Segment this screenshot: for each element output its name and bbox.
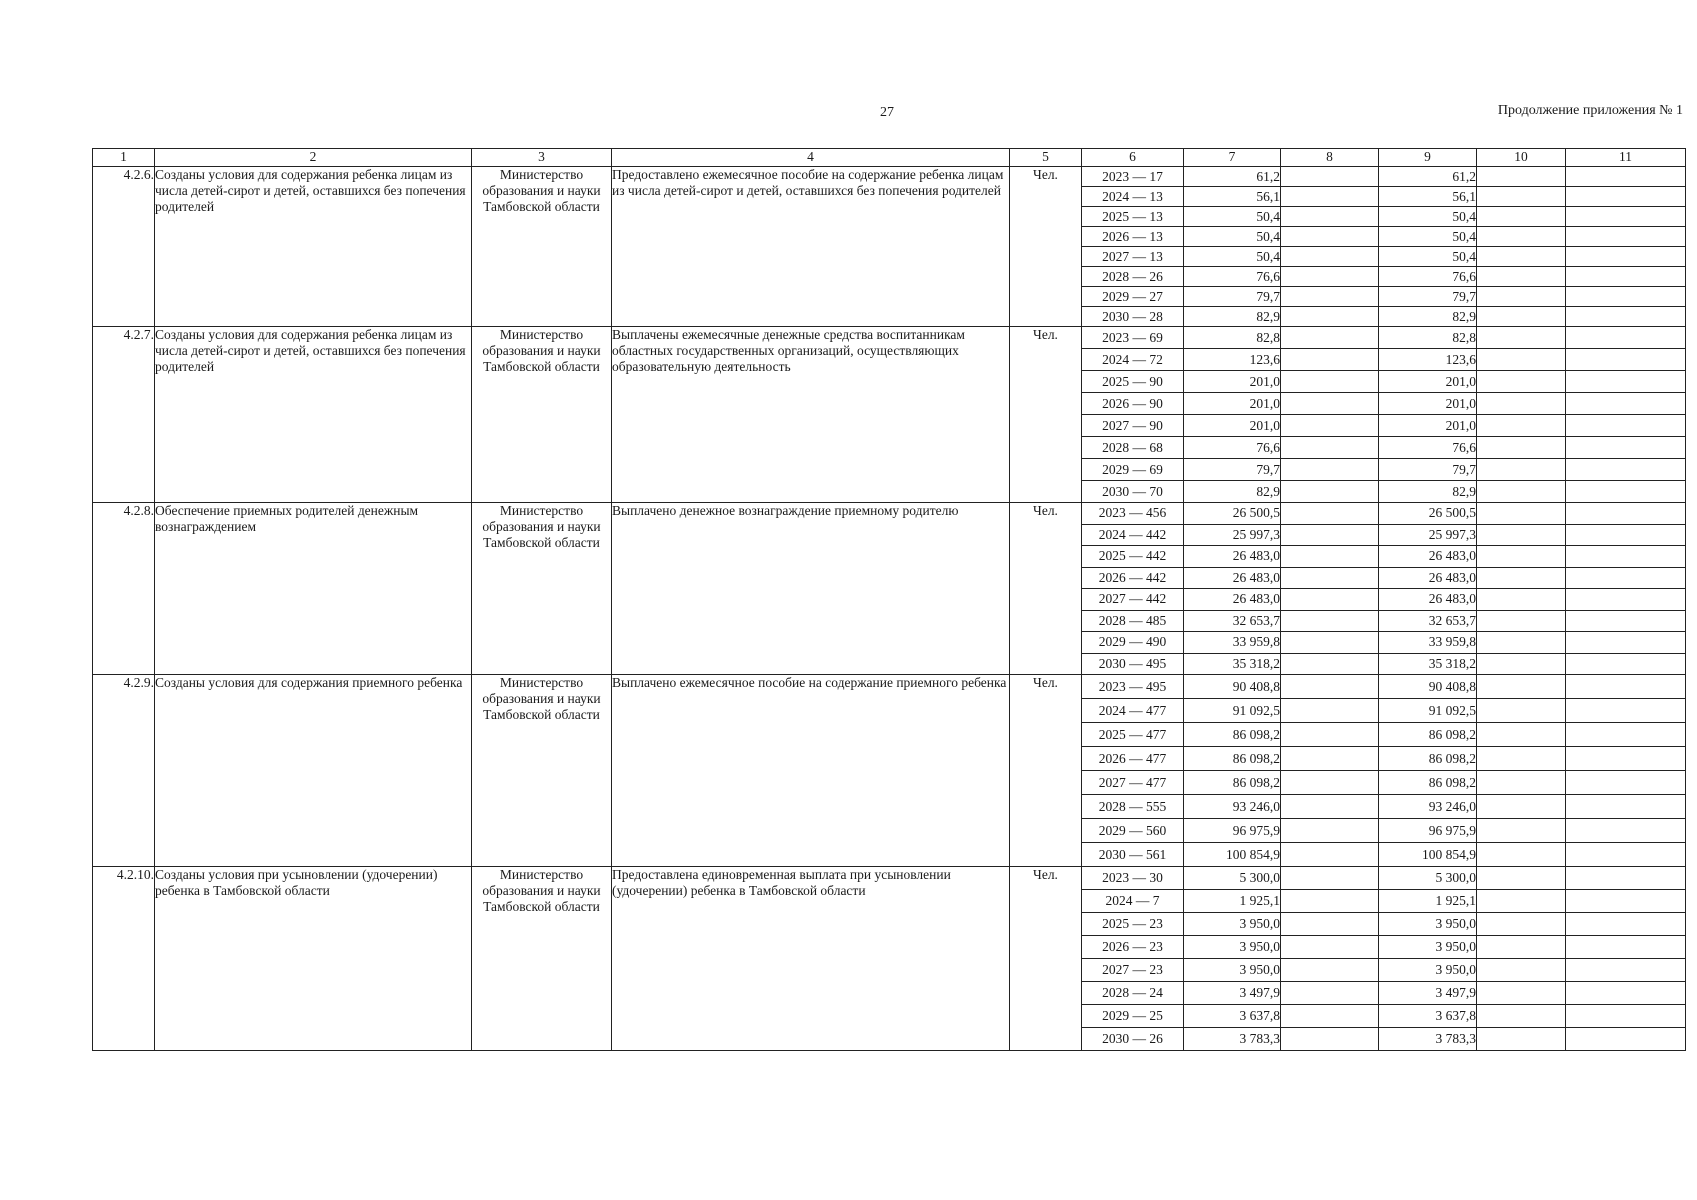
column-9-value: 50,4: [1379, 227, 1477, 247]
column-8-cell: [1281, 393, 1379, 415]
column-11-cell: [1566, 503, 1686, 525]
column-8-cell: [1281, 959, 1379, 982]
column-8-cell: [1281, 524, 1379, 546]
year-value-cell: 2028 — 24: [1082, 982, 1184, 1005]
column-header-11: 11: [1566, 149, 1686, 167]
year-value-cell: 2029 — 490: [1082, 632, 1184, 654]
column-header-10: 10: [1477, 149, 1566, 167]
year-value-cell: 2028 — 26: [1082, 267, 1184, 287]
item-code: 4.2.10.: [93, 867, 155, 1051]
column-8-cell: [1281, 843, 1379, 867]
column-7-value: 3 950,0: [1184, 936, 1281, 959]
column-10-cell: [1477, 1028, 1566, 1051]
column-8-cell: [1281, 1028, 1379, 1051]
column-9-value: 82,8: [1379, 327, 1477, 349]
year-value-cell: 2026 — 23: [1082, 936, 1184, 959]
item-code: 4.2.6.: [93, 167, 155, 327]
item-name: Обеспечение приемных родителей денежным вознаграждением: [155, 503, 472, 675]
year-value-cell: 2027 — 477: [1082, 771, 1184, 795]
column-11-cell: [1566, 723, 1686, 747]
year-value-cell: 2023 — 30: [1082, 867, 1184, 890]
column-9-value: 76,6: [1379, 437, 1477, 459]
column-7-value: 86 098,2: [1184, 747, 1281, 771]
column-11-cell: [1566, 349, 1686, 371]
column-7-value: 26 483,0: [1184, 546, 1281, 568]
year-value-cell: 2025 — 442: [1082, 546, 1184, 568]
year-value-cell: 2026 — 477: [1082, 747, 1184, 771]
column-7-value: 3 497,9: [1184, 982, 1281, 1005]
column-7-value: 3 950,0: [1184, 959, 1281, 982]
column-9-value: 93 246,0: [1379, 795, 1477, 819]
column-8-cell: [1281, 982, 1379, 1005]
column-7-value: 50,4: [1184, 247, 1281, 267]
column-10-cell: [1477, 327, 1566, 349]
column-10-cell: [1477, 481, 1566, 503]
expected-result: Выплачено денежное вознаграждение приемному родителю: [612, 503, 1010, 675]
column-7-value: 1 925,1: [1184, 890, 1281, 913]
year-value-cell: 2030 — 495: [1082, 653, 1184, 675]
column-7-value: 82,9: [1184, 307, 1281, 327]
column-10-cell: [1477, 371, 1566, 393]
year-value-cell: 2027 — 23: [1082, 959, 1184, 982]
year-value-cell: 2025 — 90: [1082, 371, 1184, 393]
column-9-value: 25 997,3: [1379, 524, 1477, 546]
column-11-cell: [1566, 867, 1686, 890]
column-11-cell: [1566, 459, 1686, 481]
column-9-value: 82,9: [1379, 481, 1477, 503]
column-10-cell: [1477, 1005, 1566, 1028]
column-11-cell: [1566, 187, 1686, 207]
column-10-cell: [1477, 610, 1566, 632]
year-value-cell: 2028 — 485: [1082, 610, 1184, 632]
column-7-value: 82,9: [1184, 481, 1281, 503]
column-8-cell: [1281, 287, 1379, 307]
column-8-cell: [1281, 747, 1379, 771]
column-11-cell: [1566, 913, 1686, 936]
year-value-cell: 2029 — 560: [1082, 819, 1184, 843]
column-10-cell: [1477, 349, 1566, 371]
column-10-cell: [1477, 723, 1566, 747]
column-8-cell: [1281, 567, 1379, 589]
year-value-cell: 2027 — 90: [1082, 415, 1184, 437]
measurement-unit: Чел.: [1010, 867, 1082, 1051]
column-header-4: 4: [612, 149, 1010, 167]
column-header-7: 7: [1184, 149, 1281, 167]
column-7-value: 79,7: [1184, 287, 1281, 307]
column-7-value: 82,8: [1184, 327, 1281, 349]
column-9-value: 3 950,0: [1379, 913, 1477, 936]
column-8-cell: [1281, 913, 1379, 936]
column-header-9: 9: [1379, 149, 1477, 167]
year-value-cell: 2024 — 442: [1082, 524, 1184, 546]
column-10-cell: [1477, 503, 1566, 525]
column-8-cell: [1281, 437, 1379, 459]
year-value-cell: 2023 — 456: [1082, 503, 1184, 525]
year-value-cell: 2025 — 23: [1082, 913, 1184, 936]
column-10-cell: [1477, 393, 1566, 415]
column-9-value: 26 483,0: [1379, 589, 1477, 611]
column-8-cell: [1281, 371, 1379, 393]
column-header-6: 6: [1082, 149, 1184, 167]
column-11-cell: [1566, 371, 1686, 393]
table-row: [93, 167, 1686, 187]
column-7-value: 79,7: [1184, 459, 1281, 481]
column-11-cell: [1566, 747, 1686, 771]
column-11-cell: [1566, 959, 1686, 982]
column-11-cell: [1566, 936, 1686, 959]
column-11-cell: [1566, 819, 1686, 843]
column-7-value: 56,1: [1184, 187, 1281, 207]
column-11-cell: [1566, 1028, 1686, 1051]
column-11-cell: [1566, 610, 1686, 632]
column-7-value: 76,6: [1184, 267, 1281, 287]
column-7-value: 201,0: [1184, 371, 1281, 393]
column-10-cell: [1477, 524, 1566, 546]
column-9-value: 61,2: [1379, 167, 1477, 187]
column-10-cell: [1477, 459, 1566, 481]
column-9-value: 3 950,0: [1379, 936, 1477, 959]
column-7-value: 96 975,9: [1184, 819, 1281, 843]
responsible-organization: Министерство образования и науки Тамбовской области: [472, 503, 612, 675]
column-7-value: 33 959,8: [1184, 632, 1281, 654]
year-value-cell: 2030 — 561: [1082, 843, 1184, 867]
column-9-value: 26 483,0: [1379, 567, 1477, 589]
expected-result: Предоставлена единовременная выплата при усыновлении (удочерении) ребенка в Тамбовской области: [612, 867, 1010, 1051]
column-9-value: 201,0: [1379, 393, 1477, 415]
column-7-value: 25 997,3: [1184, 524, 1281, 546]
column-10-cell: [1477, 913, 1566, 936]
column-10-cell: [1477, 936, 1566, 959]
column-7-value: 50,4: [1184, 207, 1281, 227]
column-7-value: 3 950,0: [1184, 913, 1281, 936]
column-9-value: 3 497,9: [1379, 982, 1477, 1005]
column-10-cell: [1477, 267, 1566, 287]
column-8-cell: [1281, 503, 1379, 525]
column-10-cell: [1477, 187, 1566, 207]
column-10-cell: [1477, 227, 1566, 247]
column-8-cell: [1281, 723, 1379, 747]
expected-result: Выплачены ежемесячные денежные средства воспитанникам областных государственных организаций, осуществляющих образовательную деятельность: [612, 327, 1010, 503]
column-10-cell: [1477, 589, 1566, 611]
column-10-cell: [1477, 307, 1566, 327]
column-7-value: 90 408,8: [1184, 675, 1281, 699]
year-value-cell: 2025 — 13: [1082, 207, 1184, 227]
column-8-cell: [1281, 307, 1379, 327]
column-7-value: 32 653,7: [1184, 610, 1281, 632]
column-8-cell: [1281, 771, 1379, 795]
table-body: [93, 167, 1686, 1051]
column-8-cell: [1281, 890, 1379, 913]
column-11-cell: [1566, 524, 1686, 546]
table-header: [93, 149, 1686, 167]
column-9-value: 3 950,0: [1379, 959, 1477, 982]
responsible-organization: Министерство образования и науки Тамбовской области: [472, 327, 612, 503]
column-11-cell: [1566, 247, 1686, 267]
column-10-cell: [1477, 982, 1566, 1005]
column-8-cell: [1281, 610, 1379, 632]
column-11-cell: [1566, 437, 1686, 459]
year-value-cell: 2023 — 495: [1082, 675, 1184, 699]
column-10-cell: [1477, 415, 1566, 437]
column-9-value: 201,0: [1379, 371, 1477, 393]
column-8-cell: [1281, 589, 1379, 611]
column-11-cell: [1566, 207, 1686, 227]
column-10-cell: [1477, 167, 1566, 187]
item-code: 4.2.7.: [93, 327, 155, 503]
column-8-cell: [1281, 819, 1379, 843]
column-8-cell: [1281, 653, 1379, 675]
column-11-cell: [1566, 327, 1686, 349]
column-11-cell: [1566, 167, 1686, 187]
column-8-cell: [1281, 867, 1379, 890]
table-row: [93, 503, 1686, 525]
item-code: 4.2.9.: [93, 675, 155, 867]
appendix-table: [92, 148, 1686, 1051]
column-11-cell: [1566, 589, 1686, 611]
measurement-unit: Чел.: [1010, 503, 1082, 675]
year-value-cell: 2026 — 442: [1082, 567, 1184, 589]
column-11-cell: [1566, 307, 1686, 327]
column-9-value: 35 318,2: [1379, 653, 1477, 675]
column-9-value: 86 098,2: [1379, 723, 1477, 747]
column-11-cell: [1566, 546, 1686, 568]
column-10-cell: [1477, 247, 1566, 267]
column-10-cell: [1477, 890, 1566, 913]
table-row: [93, 327, 1686, 349]
column-7-value: 26 483,0: [1184, 567, 1281, 589]
expected-result: Предоставлено ежемесячное пособие на содержание ребенка лицам из числа детей-сирот и детей, оставшихся без попечения родителей: [612, 167, 1010, 327]
column-9-value: 123,6: [1379, 349, 1477, 371]
column-9-value: 50,4: [1379, 207, 1477, 227]
year-value-cell: 2029 — 27: [1082, 287, 1184, 307]
column-8-cell: [1281, 349, 1379, 371]
column-10-cell: [1477, 546, 1566, 568]
item-name: Созданы условия для содержания приемного ребенка: [155, 675, 472, 867]
year-value-cell: 2030 — 70: [1082, 481, 1184, 503]
item-code: 4.2.8.: [93, 503, 155, 675]
column-7-value: 93 246,0: [1184, 795, 1281, 819]
column-8-cell: [1281, 187, 1379, 207]
column-9-value: 90 408,8: [1379, 675, 1477, 699]
item-name: Созданы условия для содержания ребенка лицам из числа детей-сирот и детей, оставшихся без попечения родителей: [155, 167, 472, 327]
column-9-value: 86 098,2: [1379, 771, 1477, 795]
column-header-5: 5: [1010, 149, 1082, 167]
column-11-cell: [1566, 567, 1686, 589]
expected-result: Выплачено ежемесячное пособие на содержание приемного ребенка: [612, 675, 1010, 867]
column-9-value: 86 098,2: [1379, 747, 1477, 771]
column-8-cell: [1281, 167, 1379, 187]
column-8-cell: [1281, 207, 1379, 227]
column-8-cell: [1281, 459, 1379, 481]
measurement-unit: Чел.: [1010, 327, 1082, 503]
column-11-cell: [1566, 890, 1686, 913]
column-9-value: 100 854,9: [1379, 843, 1477, 867]
item-name: Созданы условия при усыновлении (удочерении) ребенка в Тамбовской области: [155, 867, 472, 1051]
column-9-value: 32 653,7: [1379, 610, 1477, 632]
year-value-cell: 2023 — 17: [1082, 167, 1184, 187]
column-10-cell: [1477, 771, 1566, 795]
column-11-cell: [1566, 227, 1686, 247]
column-10-cell: [1477, 287, 1566, 307]
year-value-cell: 2024 — 72: [1082, 349, 1184, 371]
column-11-cell: [1566, 843, 1686, 867]
year-value-cell: 2024 — 7: [1082, 890, 1184, 913]
column-10-cell: [1477, 207, 1566, 227]
column-8-cell: [1281, 247, 1379, 267]
table-row: [93, 675, 1686, 699]
column-10-cell: [1477, 567, 1566, 589]
column-10-cell: [1477, 819, 1566, 843]
column-10-cell: [1477, 747, 1566, 771]
column-8-cell: [1281, 699, 1379, 723]
column-7-value: 86 098,2: [1184, 771, 1281, 795]
column-7-value: 201,0: [1184, 415, 1281, 437]
column-11-cell: [1566, 481, 1686, 503]
column-10-cell: [1477, 699, 1566, 723]
column-header-1: 1: [93, 149, 155, 167]
column-header-8: 8: [1281, 149, 1379, 167]
column-7-value: 35 318,2: [1184, 653, 1281, 675]
column-7-value: 61,2: [1184, 167, 1281, 187]
year-value-cell: 2024 — 13: [1082, 187, 1184, 207]
column-10-cell: [1477, 843, 1566, 867]
column-8-cell: [1281, 546, 1379, 568]
column-11-cell: [1566, 982, 1686, 1005]
column-9-value: 5 300,0: [1379, 867, 1477, 890]
column-10-cell: [1477, 632, 1566, 654]
responsible-organization: Министерство образования и науки Тамбовской области: [472, 867, 612, 1051]
column-10-cell: [1477, 437, 1566, 459]
responsible-organization: Министерство образования и науки Тамбовской области: [472, 167, 612, 327]
column-10-cell: [1477, 653, 1566, 675]
column-11-cell: [1566, 675, 1686, 699]
year-value-cell: 2027 — 13: [1082, 247, 1184, 267]
column-11-cell: [1566, 267, 1686, 287]
column-9-value: 33 959,8: [1379, 632, 1477, 654]
column-9-value: 3 637,8: [1379, 1005, 1477, 1028]
responsible-organization: Министерство образования и науки Тамбовской области: [472, 675, 612, 867]
column-7-value: 91 092,5: [1184, 699, 1281, 723]
column-10-cell: [1477, 959, 1566, 982]
column-7-value: 3 637,8: [1184, 1005, 1281, 1028]
column-9-value: 56,1: [1379, 187, 1477, 207]
item-name: Созданы условия для содержания ребенка лицам из числа детей-сирот и детей, оставшихся без попечения родителей: [155, 327, 472, 503]
column-11-cell: [1566, 632, 1686, 654]
column-8-cell: [1281, 675, 1379, 699]
column-9-value: 3 783,3: [1379, 1028, 1477, 1051]
column-11-cell: [1566, 287, 1686, 307]
year-value-cell: 2027 — 442: [1082, 589, 1184, 611]
column-7-value: 26 483,0: [1184, 589, 1281, 611]
appendix-continuation-label: Продолжение приложения № 1: [1497, 103, 1683, 118]
column-9-value: 26 483,0: [1379, 546, 1477, 568]
column-7-value: 100 854,9: [1184, 843, 1281, 867]
column-9-value: 1 925,1: [1379, 890, 1477, 913]
column-8-cell: [1281, 481, 1379, 503]
column-7-value: 76,6: [1184, 437, 1281, 459]
column-9-value: 79,7: [1379, 287, 1477, 307]
year-value-cell: 2023 — 69: [1082, 327, 1184, 349]
measurement-unit: Чел.: [1010, 675, 1082, 867]
year-value-cell: 2028 — 555: [1082, 795, 1184, 819]
column-7-value: 26 500,5: [1184, 503, 1281, 525]
column-11-cell: [1566, 653, 1686, 675]
column-9-value: 50,4: [1379, 247, 1477, 267]
column-9-value: 79,7: [1379, 459, 1477, 481]
column-7-value: 50,4: [1184, 227, 1281, 247]
year-value-cell: 2024 — 477: [1082, 699, 1184, 723]
column-8-cell: [1281, 267, 1379, 287]
measurement-unit: Чел.: [1010, 167, 1082, 327]
column-11-cell: [1566, 415, 1686, 437]
column-8-cell: [1281, 227, 1379, 247]
column-8-cell: [1281, 936, 1379, 959]
column-11-cell: [1566, 699, 1686, 723]
year-value-cell: 2026 — 13: [1082, 227, 1184, 247]
column-11-cell: [1566, 771, 1686, 795]
column-11-cell: [1566, 1005, 1686, 1028]
column-9-value: 82,9: [1379, 307, 1477, 327]
year-value-cell: 2030 — 28: [1082, 307, 1184, 327]
column-10-cell: [1477, 675, 1566, 699]
column-8-cell: [1281, 632, 1379, 654]
year-value-cell: 2029 — 69: [1082, 459, 1184, 481]
column-8-cell: [1281, 415, 1379, 437]
year-value-cell: 2028 — 68: [1082, 437, 1184, 459]
column-7-value: 86 098,2: [1184, 723, 1281, 747]
page-number: 27: [880, 105, 894, 120]
column-7-value: 123,6: [1184, 349, 1281, 371]
column-9-value: 96 975,9: [1379, 819, 1477, 843]
column-header-3: 3: [472, 149, 612, 167]
column-9-value: 91 092,5: [1379, 699, 1477, 723]
column-10-cell: [1477, 795, 1566, 819]
column-7-value: 201,0: [1184, 393, 1281, 415]
column-11-cell: [1566, 393, 1686, 415]
year-value-cell: 2029 — 25: [1082, 1005, 1184, 1028]
column-9-value: 201,0: [1379, 415, 1477, 437]
column-11-cell: [1566, 795, 1686, 819]
column-7-value: 3 783,3: [1184, 1028, 1281, 1051]
year-value-cell: 2026 — 90: [1082, 393, 1184, 415]
year-value-cell: 2030 — 26: [1082, 1028, 1184, 1051]
column-9-value: 76,6: [1379, 267, 1477, 287]
column-number-row: [93, 149, 1686, 167]
column-header-2: 2: [155, 149, 472, 167]
table-row: [93, 867, 1686, 890]
column-8-cell: [1281, 1005, 1379, 1028]
column-8-cell: [1281, 327, 1379, 349]
column-10-cell: [1477, 867, 1566, 890]
column-7-value: 5 300,0: [1184, 867, 1281, 890]
year-value-cell: 2025 — 477: [1082, 723, 1184, 747]
column-8-cell: [1281, 795, 1379, 819]
column-9-value: 26 500,5: [1379, 503, 1477, 525]
